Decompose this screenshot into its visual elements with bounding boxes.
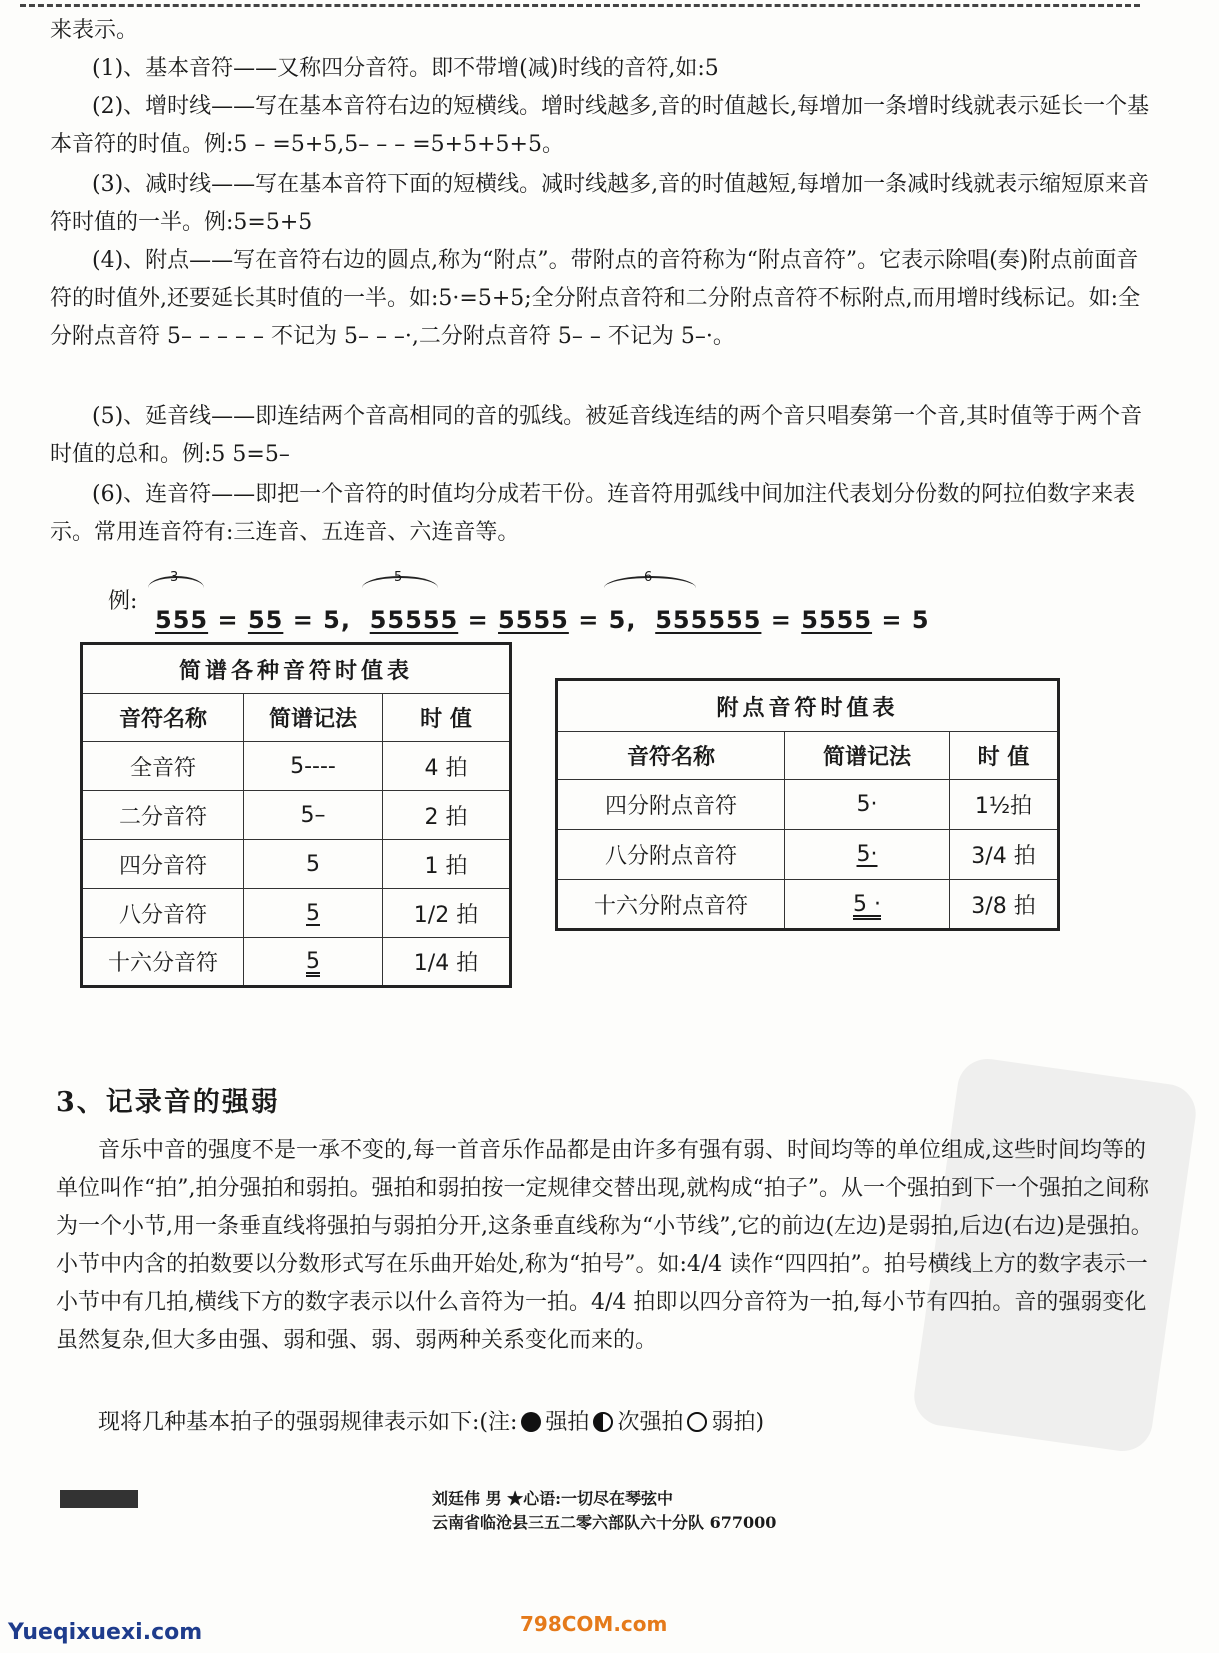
weak-beat-icon bbox=[687, 1412, 707, 1432]
paragraph-tuplet: (6)、连音符——即把一个音符的时值均分成若干份。连音符用弧线中间加注代表划分份数的阿拉伯数字来表示。常用连音符有:三连音、五连音、六连音等。 bbox=[50, 482, 1136, 545]
cell-note-name: 十六分音符 bbox=[82, 938, 244, 987]
header-duration: 时 值 bbox=[950, 732, 1059, 780]
tuplet-equations: 555 = 55 = 5, 55555 = 5555 = 5, 555555 = 5555 = 5 bbox=[155, 606, 930, 634]
header-duration: 时 值 bbox=[383, 694, 511, 742]
tuplet-arc bbox=[604, 570, 696, 600]
table-title: 简谱各种音符时值表 bbox=[82, 644, 511, 694]
cell-note-name: 十六分附点音符 bbox=[557, 880, 785, 930]
author-line: 刘廷伟 男 ★心语:一切尽在琴弦中 bbox=[432, 1489, 674, 1508]
cell-notation: 5 bbox=[244, 840, 383, 889]
cell-duration: 2 拍 bbox=[383, 791, 511, 840]
cell-duration: 4 拍 bbox=[383, 742, 511, 791]
cell-note-name: 四分附点音符 bbox=[557, 780, 785, 830]
strong-beat-icon bbox=[521, 1412, 541, 1432]
example-label: 例: bbox=[108, 589, 138, 614]
table-row bbox=[557, 780, 1059, 830]
tuplet-arc bbox=[148, 570, 204, 600]
table-title: 附点音符时值表 bbox=[557, 680, 1059, 732]
equivalent-notes: 5555 bbox=[801, 606, 873, 634]
header-note-name: 音符名称 bbox=[557, 732, 785, 780]
cell-notation: 5 bbox=[244, 938, 383, 987]
cell-notation: 5· bbox=[785, 780, 950, 830]
cell-duration: 3/8 拍 bbox=[950, 880, 1059, 930]
legend-prefix: 现将几种基本拍子的强弱规律表示如下:(注: bbox=[98, 1410, 518, 1435]
cell-note-name: 全音符 bbox=[82, 742, 244, 791]
table-row bbox=[557, 830, 1059, 880]
cell-note-name: 四分音符 bbox=[82, 840, 244, 889]
table-row bbox=[557, 880, 1059, 930]
address-line: 云南省临沧县三五二零六部队六十分队 677000 bbox=[432, 1513, 777, 1532]
site-watermark-right: 798COM.com bbox=[520, 1612, 668, 1636]
paragraph-tie: (5)、延音线——即连结两个音高相同的音的弧线。被延音线连结的两个音只唱奏第一个音,其时值等于两个音时值的总和。例:5 5=5– bbox=[50, 404, 1143, 467]
cell-notation: 5· bbox=[785, 830, 950, 880]
tuplet-number: 6 bbox=[644, 570, 653, 585]
paragraph-dot: (4)、附点——写在音符右边的圆点,称为“附点”。带附点的音符称为“附点音符”。它表示除唱(奏)附点前面音符的时值外,还要延长其时值的一半。如:5·=5+5;全分附点音符和二分附点音符不标附点,而用增时线标记。如:全分附点音符 5– – – – – 不记为 5– – –·,二分附点音符 5– – 不记为 5–·。 bbox=[50, 248, 1141, 349]
legend-mid: 次强拍 bbox=[617, 1410, 684, 1435]
equivalent-value: 5 bbox=[608, 606, 627, 634]
cell-duration: 1 拍 bbox=[383, 840, 511, 889]
tuplet-notes: 555555 bbox=[655, 606, 762, 634]
cell-duration: 3/4 拍 bbox=[950, 830, 1059, 880]
cell-duration: 1/4 拍 bbox=[383, 938, 511, 987]
cell-notation: 5 · bbox=[785, 880, 950, 930]
cell-note-name: 八分音符 bbox=[82, 889, 244, 938]
header-notation: 简谱记法 bbox=[244, 694, 383, 742]
legend-weak: 弱拍 bbox=[711, 1410, 756, 1435]
equivalent-notes: 5555 bbox=[498, 606, 569, 634]
table-row bbox=[82, 938, 511, 987]
equivalent-value: 5 bbox=[323, 606, 341, 634]
header-note-name: 音符名称 bbox=[82, 694, 244, 742]
tuplet-number: 5 bbox=[394, 570, 403, 585]
cell-notation: 5 bbox=[244, 889, 383, 938]
cell-notation: 5---- bbox=[244, 742, 383, 791]
table-row bbox=[82, 742, 511, 791]
equivalent-notes: 55 bbox=[247, 606, 284, 634]
tuplet-example bbox=[100, 570, 1000, 646]
separator: , bbox=[340, 606, 351, 634]
section-body: 音乐中音的强度不是一承不变的,每一首音乐作品都是由许多有强有弱、时间均等的单位组成,这些时间均等的单位叫作“拍”,拍分强拍和弱拍。强拍和弱拍按一定规律交替出现,就构成“拍子”。从一个强拍到下一个强拍之间称为一个小节,用一条垂直线将强拍与弱拍分开,这条垂直线称为“小节线”,它的前边(左边)是弱拍,后边(右边)是强拍。小节中内含的拍数要以分数形式写在乐曲开始处,称为“拍号”。如:4/4 读作“四四拍”。拍号横线上方的数字表示一小节中有几拍,横线下方的数字表示以什么音符为一拍。4/4 拍即以四分音符为一拍,每小节有四拍。音的强弱变化虽然复杂,但大多由强、弱和强、弱、弱两种关系变化而来的。 bbox=[56, 1138, 1153, 1353]
section-title: 3、记录音的强弱 bbox=[56, 1087, 280, 1118]
cell-duration: 1½拍 bbox=[950, 780, 1059, 830]
page-number-block bbox=[60, 1490, 138, 1508]
secondary-beat-icon bbox=[593, 1412, 613, 1432]
paragraph-augmentation-line: (2)、增时线——写在基本音符右边的短横线。增时线越多,音的时值越长,每增加一条增时线就表示延长一个基本音符的时值。例:5 – =5+5,5– – – =5+5+5+5。 bbox=[50, 94, 1150, 157]
paragraph-diminution-line: (3)、减时线——写在基本音符下面的短横线。减时线越多,音的时值越短,每增加一条减时线就表示缩短原来音符时值的一半。例:5=5+5 bbox=[50, 172, 1150, 235]
cell-note-name: 二分音符 bbox=[82, 791, 244, 840]
cell-notation: 5– bbox=[244, 791, 383, 840]
top-dashed-rule bbox=[20, 4, 1140, 7]
header-notation: 简谱记法 bbox=[785, 732, 950, 780]
table-row bbox=[82, 840, 511, 889]
site-watermark-left: Yueqixuexi.com bbox=[8, 1620, 203, 1645]
table-row bbox=[82, 791, 511, 840]
equivalent-value: 5 bbox=[911, 606, 930, 634]
legend-suffix: ) bbox=[755, 1410, 765, 1435]
beat-legend bbox=[56, 1404, 1166, 1442]
tuplet-arc bbox=[362, 570, 438, 600]
paragraph-basic-note: (1)、基本音符——又称四分音符。即不带增(减)时线的音符,如:5 bbox=[92, 56, 719, 81]
legend-strong: 强拍 bbox=[545, 1410, 590, 1435]
tuplet-notes: 55555 bbox=[369, 606, 459, 634]
tuplet-notes: 555 bbox=[155, 606, 209, 634]
table-row bbox=[82, 889, 511, 938]
dotted-note-table bbox=[555, 678, 1060, 931]
continuation-text: 来表示。 bbox=[50, 18, 139, 43]
note-duration-table bbox=[80, 642, 512, 988]
separator: , bbox=[626, 606, 637, 634]
tuplet-number: 3 bbox=[170, 570, 179, 585]
cell-duration: 1/2 拍 bbox=[383, 889, 511, 938]
cell-note-name: 八分附点音符 bbox=[557, 830, 785, 880]
